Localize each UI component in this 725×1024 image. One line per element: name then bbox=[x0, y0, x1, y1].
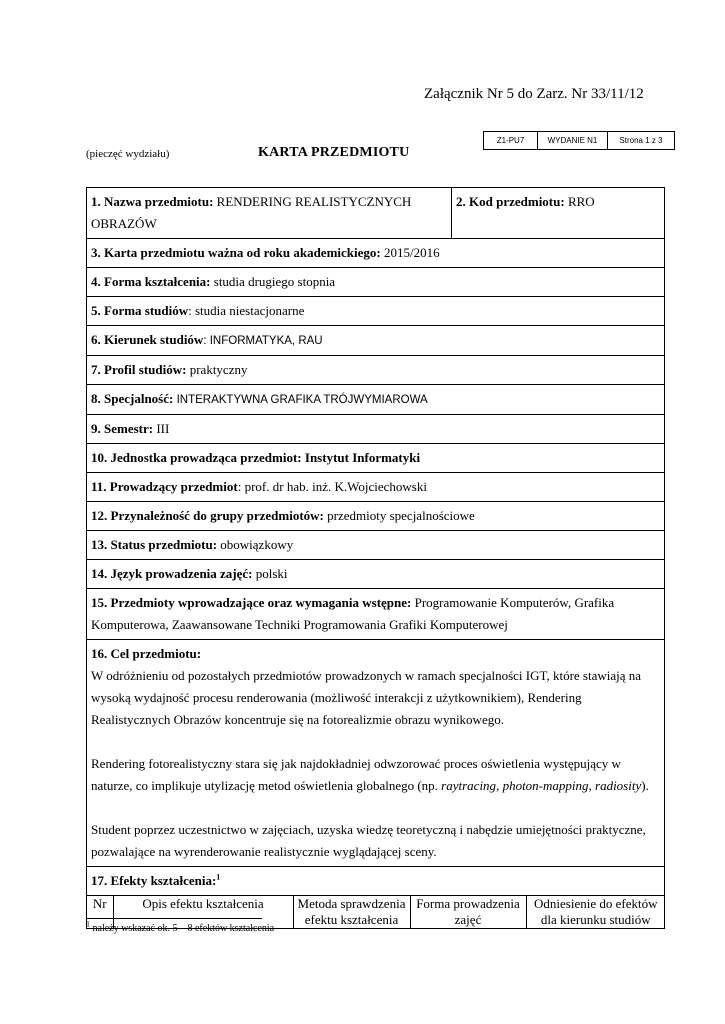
course-name-cell bbox=[87, 188, 452, 239]
effects-col-reference: Odniesienie do efektów dla kierunku studiów bbox=[526, 896, 665, 928]
valid-year-value: 2015/2016 bbox=[383, 245, 440, 260]
row-study-form bbox=[87, 297, 665, 326]
page-number: Strona 1 z 3 bbox=[608, 132, 675, 150]
effects-col-class-form: Forma prowadzenia zajęć bbox=[410, 896, 526, 928]
footnote bbox=[86, 919, 275, 934]
goal-p2-text: Rendering fotorealistyczny stara się jak najdokładniej odwzorować proces oświetlenia występujący w naturze, co implikuje utylizację metod oświetlenia globalnego (np. bbox=[91, 756, 621, 793]
profile-value: praktyczny bbox=[189, 362, 248, 377]
footnote-text: należy wskazać ok. 5 – 8 efektów kształcenia bbox=[92, 923, 275, 934]
study-form-label: 5. Forma studiów bbox=[91, 303, 189, 318]
direction-label: 6. Kierunek studiów bbox=[91, 332, 204, 347]
valid-year-label: 3. Karta przedmiotu ważna od roku akademickiego: bbox=[91, 245, 381, 260]
faculty-stamp-label: (pieczęć wydziału) bbox=[86, 148, 170, 160]
row-education-form bbox=[87, 268, 665, 297]
effects-col-nr: Nr bbox=[92, 896, 107, 911]
specialty-value: INTERAKTYWNA GRAFIKA TRÓJWYMIAROWA bbox=[176, 394, 428, 406]
course-name-label: 1. Nazwa przedmiotu: bbox=[91, 194, 214, 209]
footnote-mark: 1 bbox=[86, 919, 90, 929]
row-lecturer bbox=[87, 473, 665, 502]
profile-label: 7. Profil studiów: bbox=[91, 362, 187, 377]
group-label: 12. Przynależność do grupy przedmiotów: bbox=[91, 508, 324, 523]
row-course-goal bbox=[87, 640, 665, 867]
group-value: przedmioty specjalnościowe bbox=[327, 508, 475, 523]
edition: WYDANIE N1 bbox=[538, 132, 608, 150]
row-status bbox=[87, 531, 665, 560]
language-label: 14. Język prowadzenia zajęć: bbox=[91, 566, 253, 581]
goal-p2-separator: , bbox=[588, 778, 592, 793]
row-valid-year bbox=[87, 239, 665, 268]
effects-col-description: Opis efektu kształcenia bbox=[113, 896, 293, 928]
lecturer-label: 11. Prowadzący przedmiot bbox=[91, 479, 238, 494]
specialty-label: 8. Specjalność: bbox=[91, 391, 174, 406]
term-photon-mapping: photon-mapping bbox=[502, 778, 589, 793]
effects-col-verification-method: Metoda sprawdzenia efektu kształcenia bbox=[293, 896, 410, 928]
goal-p2-separator: , bbox=[496, 778, 500, 793]
row-unit bbox=[87, 444, 665, 473]
row-group bbox=[87, 502, 665, 531]
annex-reference: Załącznik Nr 5 do Zarz. Nr 33/11/12 bbox=[424, 86, 644, 102]
study-form-value: : studia niestacjonarne bbox=[188, 303, 305, 318]
course-goal-paragraph-3: Student poprzez uczestnictwo w zajęciach, uzyska wiedzę teoretyczną i nabędzie umiejętności praktyczne, pozwalające na wyrenderowanie realistycznie wyglądającej sceny. bbox=[91, 822, 646, 859]
unit-label: 10. Jednostka prowadząca przedmiot: Instytut Informatyki bbox=[91, 450, 421, 465]
education-form-value: studia drugiego stopnia bbox=[213, 274, 336, 289]
course-goal-paragraph-1: W odróżnieniu od pozostałych przedmiotów prowadzonych w ramach specjalności IGT, które stawiają na wysoką wydajność procesu renderowania (możliwość interakcji z użytkownikiem), Rendering Realistycznych Obrazów koncentruje się na fotorealizmie obrazu wynikowego. bbox=[91, 668, 642, 727]
row-language bbox=[87, 560, 665, 589]
doc-code: Z1-PU7 bbox=[484, 132, 538, 150]
course-code-label: 2. Kod przedmiotu: bbox=[456, 194, 565, 209]
page-title: KARTA PRZEDMIOTU bbox=[258, 145, 410, 160]
term-radiosity: radiosity bbox=[595, 778, 642, 793]
row-prerequisites bbox=[87, 589, 665, 640]
row-direction bbox=[87, 326, 665, 356]
lecturer-value: : prof. dr hab. inż. K.Wojciechowski bbox=[237, 479, 427, 494]
document-id-box bbox=[483, 131, 675, 150]
semester-label: 9. Semestr: bbox=[91, 421, 154, 436]
direction-value: : INFORMATYKA, RAU bbox=[203, 335, 323, 347]
footnote-divider bbox=[86, 918, 262, 919]
course-card-table bbox=[86, 187, 665, 929]
goal-p2-end: ). bbox=[641, 778, 649, 793]
education-form-label: 4. Forma kształcenia: bbox=[91, 274, 211, 289]
language-value: polski bbox=[255, 566, 288, 581]
row-profile bbox=[87, 356, 665, 385]
course-goal-paragraph-2 bbox=[91, 753, 660, 797]
row-learning-effects bbox=[87, 867, 665, 896]
status-label: 13. Status przedmiotu: bbox=[91, 537, 218, 552]
prerequisites-label: 15. Przedmioty wprowadzające oraz wymagania wstępne: bbox=[91, 595, 412, 610]
row-semester bbox=[87, 415, 665, 444]
course-code-cell bbox=[452, 188, 665, 239]
course-name-value: RENDERING REALISTYCZNYCH OBRAZÓW bbox=[91, 194, 412, 231]
learning-effects-label: 17. Efekty kształcenia: bbox=[91, 873, 217, 888]
status-value: obowiązkowy bbox=[220, 537, 294, 552]
footnote-ref: 1 bbox=[216, 872, 221, 882]
semester-value: III bbox=[156, 421, 170, 436]
course-goal-label: 16. Cel przedmiotu: bbox=[91, 646, 202, 661]
row-specialty bbox=[87, 385, 665, 415]
term-raytracing: raytracing bbox=[441, 778, 497, 793]
prerequisites-value: Programowanie Komputerów, Grafika Komputerowa, Zaawansowane Techniki Programowania Grafiki Komputerowej bbox=[91, 595, 615, 632]
row-course-name bbox=[87, 188, 665, 239]
course-code-value: RRO bbox=[567, 194, 595, 209]
